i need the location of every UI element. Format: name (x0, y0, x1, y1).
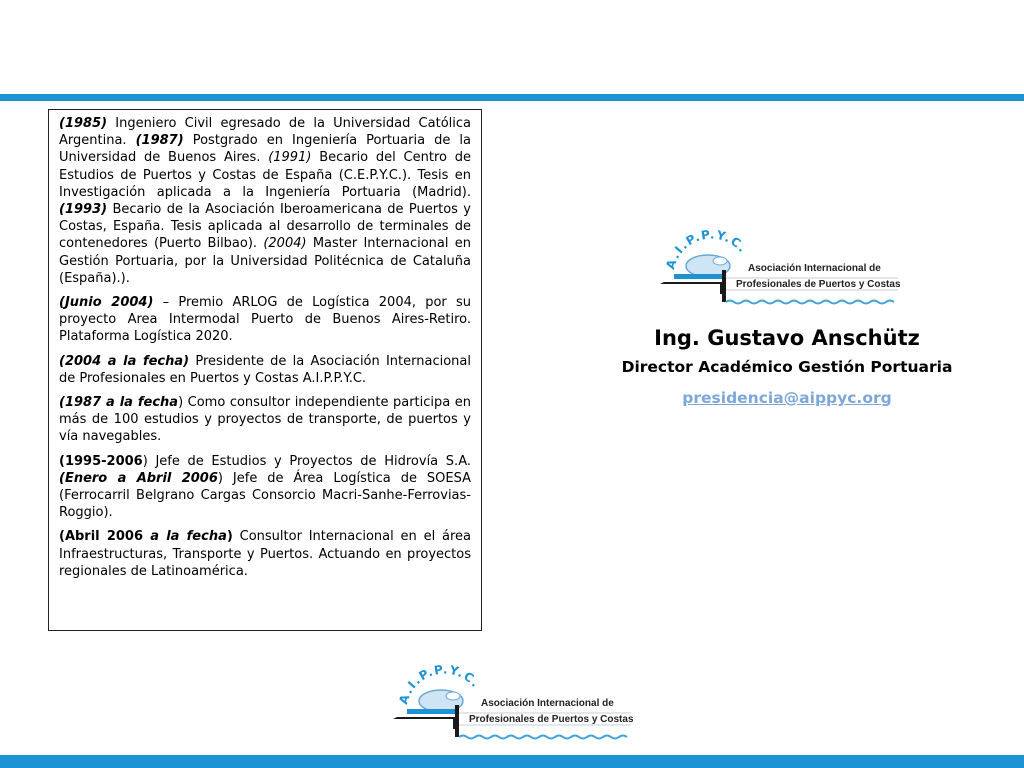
bio-date: (1987 a la fecha (59, 395, 179, 411)
bio-date: (Abril 2006 (59, 529, 151, 545)
bio-date: (1993) (59, 202, 108, 218)
logo-acronym: A.I.P.P.Y.C. (663, 230, 751, 271)
bio-date: (2004 a la fecha) (59, 353, 190, 369)
biography-box (48, 109, 482, 631)
bio-text: Consultor Internacional en el área Infraestructuras, Transporte y Puertos. Actuando en proyectos regionales de Latinoamérica. (59, 529, 472, 579)
logo-line-2: Profesionales de Puertos y Costas (469, 714, 633, 725)
logo-line-1: Asociación Internacional de (748, 263, 881, 274)
bottom-accent-bar (0, 755, 1024, 768)
aippyc-logo (660, 230, 900, 306)
bio-date: (Junio 2004) (59, 295, 154, 311)
bio-text: Ingeniero Civil egresado de la Universidad Católica Argentina. (59, 116, 471, 149)
bio-text: Becario de la Asociación Iberoamericana de Puertos y Costas, España. Tesis aplicada al desarrollo de terminales de contenedores (Puerto Bilbao). (59, 202, 471, 252)
bio-text: – Premio ARLOG de Logística 2004, por su proyecto Area Intermodal Puerto de Buenos Aires-Retiro. Plataforma Logística 2020. (59, 295, 471, 345)
contact-name: Ing. Gustavo Anschütz (654, 326, 920, 350)
bio-text: ) Como consultor independiente participa en más de 100 estudios y proyectos de transporte, de puertos y vía navegables. (59, 395, 471, 445)
aippyc-logo-bottom (393, 665, 633, 741)
logo-line-2: Profesionales de Puertos y Costas (736, 279, 900, 290)
bio-text: ) Jefe de Estudios y Proyectos de Hidrovía S.A. (142, 453, 471, 469)
bio-paragraph (59, 115, 471, 287)
bio-date: (1987) (135, 133, 184, 149)
bio-paragraph (59, 294, 471, 346)
bio-text: Becario del Centro de Estudios de Puertos y Costas de España (C.E.P.Y.C.). Tesis en Investigación aplicada a la Ingeniería Portuaria (Madrid). (59, 150, 471, 200)
bio-text: ) Jefe de Área Logística de SOESA (Ferrocarril Belgrano Cargas Consorcio Macri-Sanhe-Ferrovias-Roggio). (59, 470, 471, 521)
bio-paragraph (59, 353, 471, 387)
bio-date: (1985) (59, 116, 108, 131)
bio-text: Master Internacional en Gestión Portuaria, por la Universidad Politécnica de Cataluña (España).). (59, 236, 471, 286)
bio-date: (2004) (263, 236, 307, 252)
bio-date: (1995-2006 (59, 453, 143, 469)
contact-title: Director Académico Gestión Portuaria (621, 358, 953, 376)
bio-text: Presidente de la Asociación Internacional de Profesionales en Puertos y Costas A.I.P.P.Y.C. (59, 353, 471, 386)
bio-date: (1991) (268, 150, 312, 166)
top-accent-bar (0, 94, 1024, 101)
contact-email-link[interactable]: presidencia@aippyc.org (682, 389, 892, 407)
logo-line-1: Asociación Internacional de (481, 698, 614, 709)
logo-acronym: A.I.P.P.Y.C. (396, 665, 484, 706)
bio-date: (Enero a Abril 2006 (59, 470, 218, 486)
bio-date: a la fecha (150, 529, 227, 545)
bio-paragraph (59, 394, 471, 446)
bio-paragraph (59, 453, 471, 522)
bio-text: Postgrado en Ingeniería Portuaria de la Universidad de Buenos Aires. (59, 133, 471, 166)
bio-paragraph (59, 528, 471, 580)
bio-date: ) (226, 529, 233, 545)
